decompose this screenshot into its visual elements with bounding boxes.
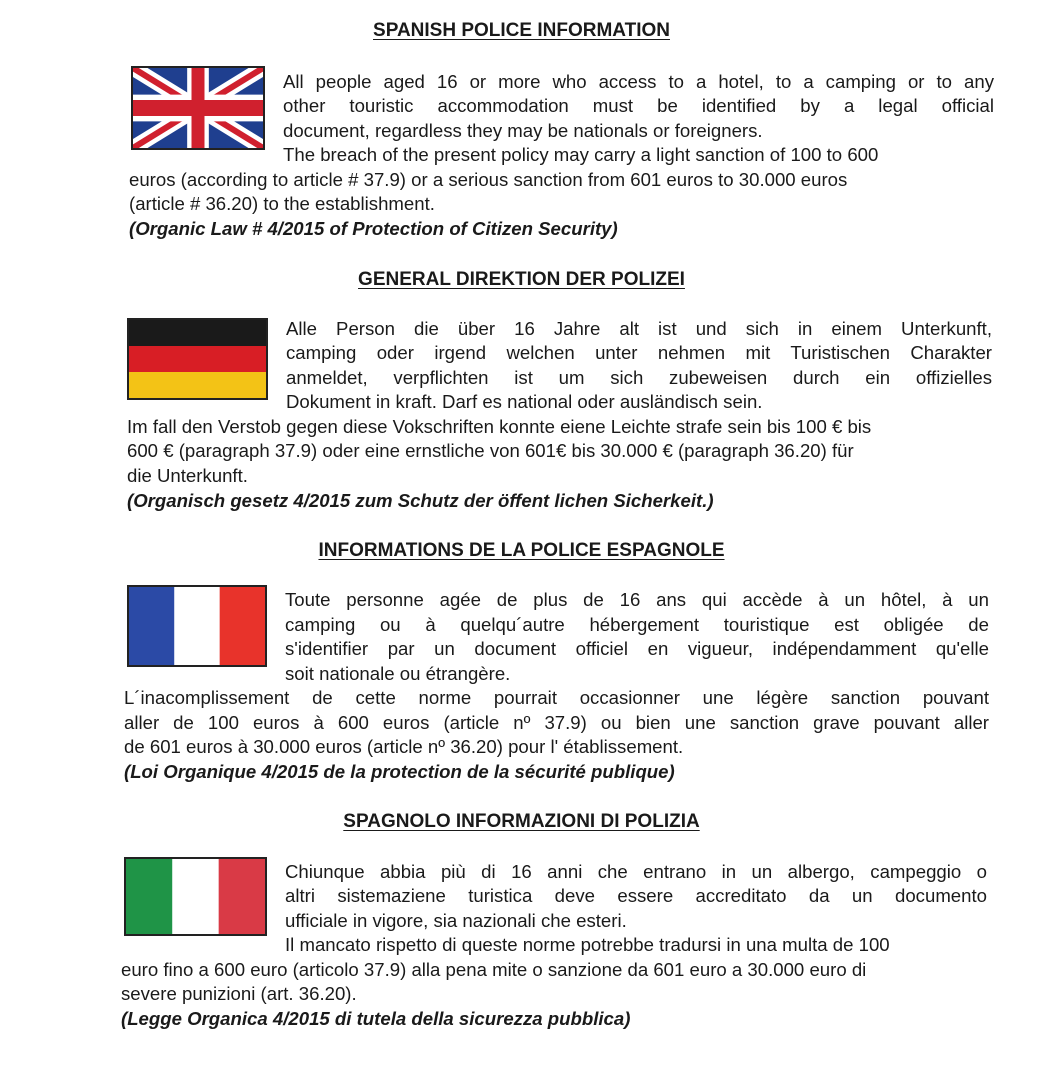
paragraph-line: soit nationale ou étrangère. (285, 663, 511, 684)
paragraph-line: aller de 100 euros à 600 euros (article nº 37.9) ou bien une sanction grave pouvant aller (124, 712, 989, 733)
paragraph-line: ufficiale in vigore, sia nazionali che esteri. (285, 910, 627, 931)
section-heading-french: INFORMATIONS DE LA POLICE ESPAGNOLE (318, 540, 725, 561)
paragraph-line: severe punizioni (art. 36.20). (121, 983, 357, 1004)
paragraph-line: altri sistemaziene turistica deve essere accreditato da un documento (285, 885, 987, 906)
paragraph-line: Toute personne agée de plus de 16 ans qui accède à un hôtel, à un (285, 589, 989, 610)
france-flag-icon (127, 585, 267, 667)
paragraph-line: s'identifier par un document officiel en vigueur, indépendamment qu'elle (285, 638, 989, 659)
paragraph-line: euros (according to article # 37.9) or a serious sanction from 601 euros to 30.000 euros (129, 169, 848, 190)
paragraph-line: Im fall den Verstob gegen diese Vokschriften konnte eiene Leichte strafe sein bis 100 € bis (127, 416, 872, 437)
paragraph-line: (article # 36.20) to the establishment. (129, 193, 435, 214)
section-heading-italian: SPAGNOLO INFORMAZIONI DI POLIZIA (343, 811, 700, 832)
paragraph-line: other touristic accommodation must be identified by a legal official (283, 95, 994, 116)
paragraph-line: All people aged 16 or more who access to a hotel, to a camping or to any (283, 71, 994, 92)
law-citation: (Loi Organique 4/2015 de la protection de la sécurité publique) (124, 761, 675, 782)
paragraph-line: die Unterkunft. (127, 465, 248, 486)
paragraph-line: anmeldet, verpflichten ist um sich zubeweisen durch ein offizielles (286, 367, 992, 388)
paragraph-line: Dokument in kraft. Darf es national oder ausländisch sein. (286, 391, 763, 412)
paragraph-line: Alle Person die über 16 Jahre alt ist und sich in einem Unterkunft, (286, 318, 992, 339)
section-heading-english: SPANISH POLICE INFORMATION (373, 20, 670, 41)
paragraph-line: Chiunque abbia più di 16 anni che entrano in un albergo, campeggio o (285, 861, 987, 882)
paragraph-line: camping ou à quelqu´autre hébergement touristique est obligée de (285, 614, 989, 635)
paragraph-line: de 601 euros à 30.000 euros (article nº 36.20) pour l' établissement. (124, 736, 684, 757)
law-citation: (Organisch gesetz 4/2015 zum Schutz der öffent lichen Sicherkeit.) (127, 490, 714, 511)
paragraph-line: The breach of the present policy may carry a light sanction of 100 to 600 (283, 144, 879, 165)
paragraph-line: document, regardless they may be nationals or foreigners. (283, 120, 763, 141)
paragraph-line: Il mancato rispetto di queste norme potrebbe tradursi in una multa de 100 (285, 934, 890, 955)
italy-flag-icon (124, 857, 267, 936)
paragraph-line: L´inacomplissement de cette norme pourrait occasionner une légère sanction pouvant (124, 687, 989, 708)
paragraph-line: euro fino a 600 euro (articolo 37.9) alla pena mite o sanzione da 601 euro a 30.000 euro di (121, 959, 867, 980)
germany-flag-icon (127, 318, 268, 400)
section-heading-german: GENERAL DIREKTION DER POLIZEI (358, 269, 685, 290)
uk-flag-icon (131, 66, 265, 150)
law-citation: (Organic Law # 4/2015 of Protection of Citizen Security) (129, 218, 618, 239)
paragraph-line: 600 € (paragraph 37.9) oder eine ernstliche von 601€ bis 30.000 € (paragraph 36.20) für (127, 440, 854, 461)
paragraph-line: camping oder irgend welchen unter nehmen mit Turistischen Charakter (286, 342, 992, 363)
law-citation: (Legge Organica 4/2015 di tutela della sicurezza pubblica) (121, 1008, 631, 1029)
